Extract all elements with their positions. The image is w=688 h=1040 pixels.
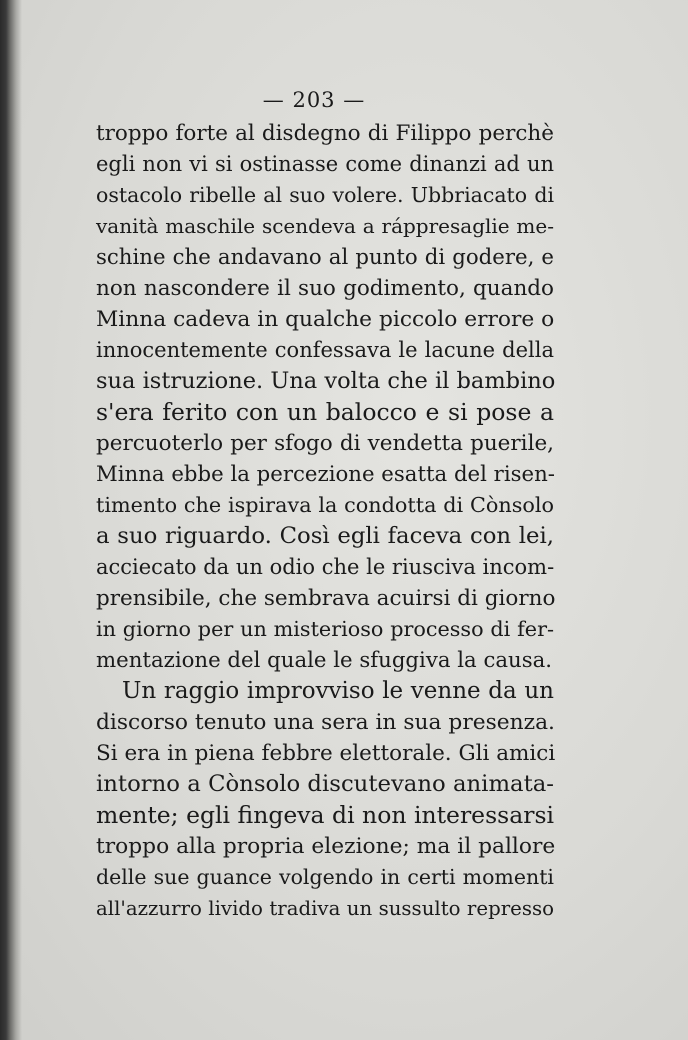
paragraph-last-line: mentazione del quale le sfuggiva la causa. <box>96 648 553 673</box>
text-line: acciecato da un odio che le riusciva incom- <box>96 555 555 579</box>
text-line: mente; egli fingeva di non interessarsi <box>96 801 555 829</box>
text-line: Minna cadeva in qualche piccolo errore o <box>96 307 555 332</box>
text-line: in giorno per un misterioso processo di fer- <box>96 617 554 641</box>
text-line: timento che ispirava la condotta di Cònsolo <box>96 493 554 517</box>
text-line: innocentemente confessava le lacune della <box>96 338 554 362</box>
text-line: percuoterlo per sfogo di vendetta puerile, <box>96 431 554 456</box>
text-line: all'azzurro livido tradiva un sussulto represso <box>96 897 554 920</box>
text-line: delle sue guance volgendo in certi momenti <box>96 865 554 889</box>
text-line: troppo forte al disdegno di Filippo perchè <box>96 121 554 146</box>
text-line: schine che andavano al punto di godere, e <box>96 245 554 270</box>
text-line: non nascondere il suo godimento, quando <box>96 276 554 301</box>
text-line: ostacolo ribelle al suo volere. Ubbriacato di <box>96 183 554 207</box>
binding-edge-shadow <box>0 0 22 1040</box>
text-line: egli non vi si ostinasse come dinanzi ad un <box>96 152 554 176</box>
page-number: — 203 — <box>262 88 366 112</box>
text-line: s'era ferito con un balocco e si pose a <box>96 398 554 426</box>
text-line: prensibile, che sembrava acuirsi di giorno <box>96 586 556 611</box>
text-line: intorno a Cònsolo discutevano animata- <box>96 771 554 797</box>
text-line: vanità maschile scendeva a ráppresaglie me- <box>96 214 554 238</box>
text-line: Minna ebbe la percezione esatta del risen- <box>96 462 555 487</box>
text-line: troppo alla propria elezione; ma il pallore <box>96 834 556 859</box>
paragraph-first-line: Un raggio improvviso le venne da un <box>122 678 554 704</box>
text-line: discorso tenuto una sera in sua presenza. <box>96 710 555 735</box>
text-line: a suo riguardo. Così egli faceva con lei, <box>96 523 554 549</box>
text-line: sua istruzione. Una volta che il bambino <box>96 368 556 394</box>
text-line: Si era in piena febbre elettorale. Gli amici <box>96 741 556 766</box>
body-text <box>96 118 554 924</box>
